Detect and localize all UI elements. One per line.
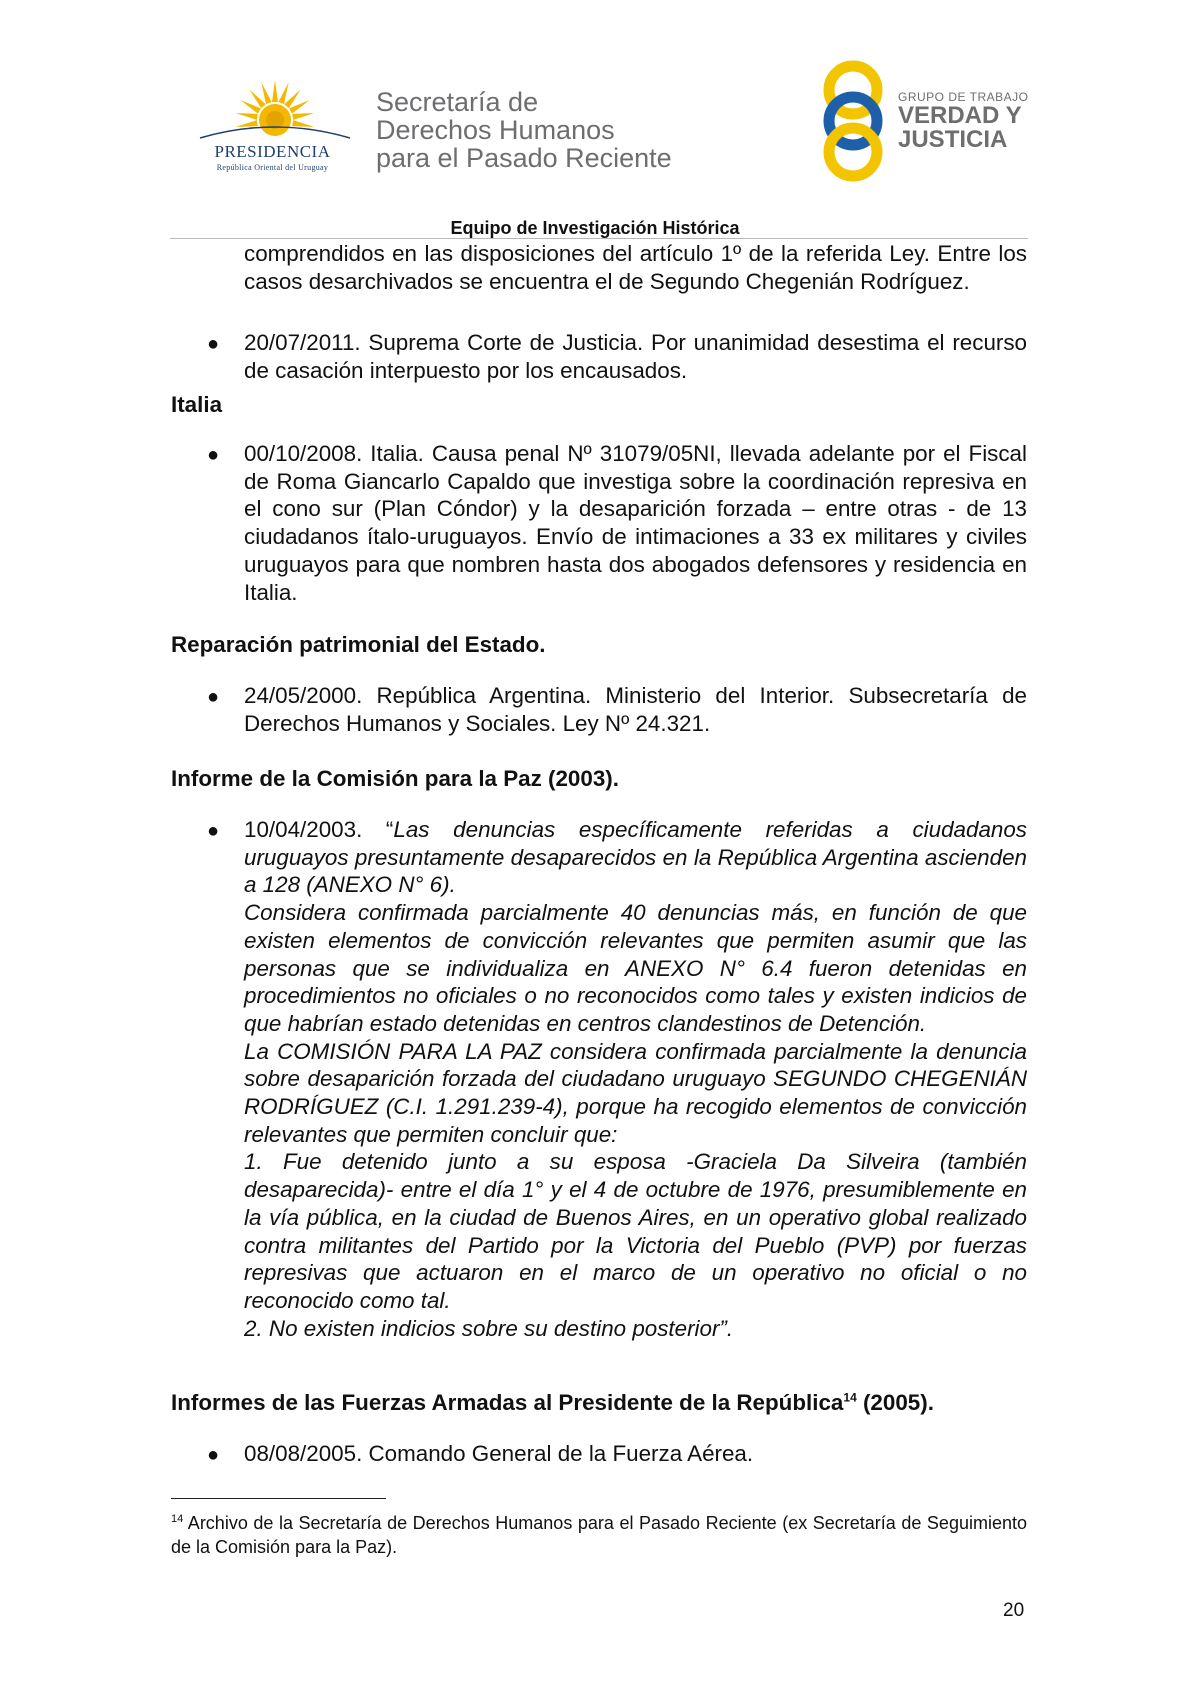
list-item: 08/08/2005. Comando General de la Fuerza Aérea.	[244, 1441, 754, 1466]
entry-date: 10/04/2003. “	[244, 817, 394, 842]
quote-text: 1. Fue detenido junto a su esposa -Graciela Da Silveira (también desaparecida)- entre el día 1° y el 4 de octubre de 1976, presumiblemente en la vía pública, en la ciudad de Buenos Aires, en un operativo global realizado contra militantes del Partido por la Victoria del Pueblo (PVP) por fuerzas represivas que actuaron en el marco de un operativo no oficial o no reconocido como tal.	[244, 1149, 1027, 1313]
secretaria-line: para el Pasado Reciente	[376, 143, 672, 173]
bullet-icon: ●	[207, 686, 220, 708]
page-number: 20	[1003, 1600, 1025, 1621]
bullet-icon: ●	[207, 1444, 220, 1466]
section-heading: Informe de la Comisión para la Paz (2003).	[171, 766, 619, 791]
secretaria-line: Derechos Humanos	[376, 115, 615, 145]
quote-text: 2. No existen indicios sobre su destino posterior”.	[244, 1315, 734, 1341]
list-item: 00/10/2008. Italia. Causa penal Nº 31079/05NI, llevada adelante por el Fiscal de Roma Giancarlo Capaldo que investiga sobre la coordinación represiva en el cono sur (Plan Cóndor) y la desaparición forzada – entre otras - de 13 ciudadanos ítalo-uruguayos. Envío de intimaciones a 33 ex militares y civiles uruguayos para que nombren hasta dos abogados defensores y residencia en Italia.	[244, 441, 1027, 605]
footnote-text: Archivo de la Secretaría de Derechos Humanos para el Pasado Reciente (ex Secretaría de Seguimiento de la Comisión para la Paz).	[171, 1513, 1027, 1557]
quote-text: La COMISIÓN PARA LA PAZ considera confirmada parcialmente la denuncia sobre desaparición forzada del ciudadano uruguayo SEGUNDO CHEGENIÁN RODRÍGUEZ (C.I. 1.291.239-4), porque ha recogido elementos de convicción relevantes que permiten concluir que:	[244, 1038, 1027, 1147]
heading-text: (2005).	[856, 1390, 934, 1415]
presidencia-wordmark: PRESIDENCIA	[214, 142, 331, 161]
section-heading: Italia	[171, 392, 223, 417]
section-heading: Reparación patrimonial del Estado.	[171, 632, 546, 657]
presidencia-subtitle: República Oriental del Uruguay	[216, 163, 329, 172]
list-item	[244, 816, 1027, 1342]
section-heading	[171, 1390, 934, 1416]
gtvj-line: VERDAD Y	[898, 102, 1022, 129]
verdad-justicia-text	[898, 90, 1028, 152]
heading-text: Informes de las Fuerzas Armadas al Presidente de la República	[171, 1390, 844, 1415]
list-item: 24/05/2000. República Argentina. Ministerio del Interior. Subsecretaría de Derechos Humanos y Sociales. Ley Nº 24.321.	[244, 683, 1027, 736]
footnote	[171, 1507, 1027, 1559]
bullet-icon: ●	[207, 333, 220, 355]
footnote-reference: 14	[843, 1390, 857, 1405]
paragraph: comprendidos en las disposiciones del artículo 1º de la referida Ley. Entre los casos desarchivados se encuentra el de Segundo Chegenián Rodríguez.	[244, 241, 1027, 294]
footnote-divider	[171, 1498, 386, 1499]
footnote-number: 14	[171, 1513, 184, 1525]
gtvj-line: GRUPO DE TRABAJO	[898, 90, 1029, 104]
header-divider	[170, 238, 1028, 239]
bullet-icon: ●	[207, 444, 220, 466]
quote-text: Las denuncias específicamente referidas a ciudadanos uruguayos presuntamente desaparecidos en la República Argentina ascienden a 128 (ANEXO N° 6).	[244, 817, 1027, 898]
quote-text: Considera confirmada parcialmente 40 denuncias más, en función de que existen elementos de convicción relevantes que permiten asumir que las personas que se individualiza en ANEXO N° 6.4 fueron detenidas en procedimientos no oficiales o no reconocidos como tales y existen indicios de que habrían estado detenidas en centros clandestinos de Detención.	[244, 900, 1027, 1036]
header-title: Equipo de Investigación Histórica	[450, 218, 740, 238]
bullet-icon: ●	[207, 820, 220, 842]
secretaria-logo-text	[376, 88, 672, 172]
list-item: 20/07/2011. Suprema Corte de Justicia. Por unanimidad desestima el recurso de casación interpuesto por los encausados.	[244, 330, 1027, 383]
secretaria-line: Secretaría de	[376, 87, 539, 117]
gtvj-line: JUSTICIA	[898, 126, 1008, 153]
